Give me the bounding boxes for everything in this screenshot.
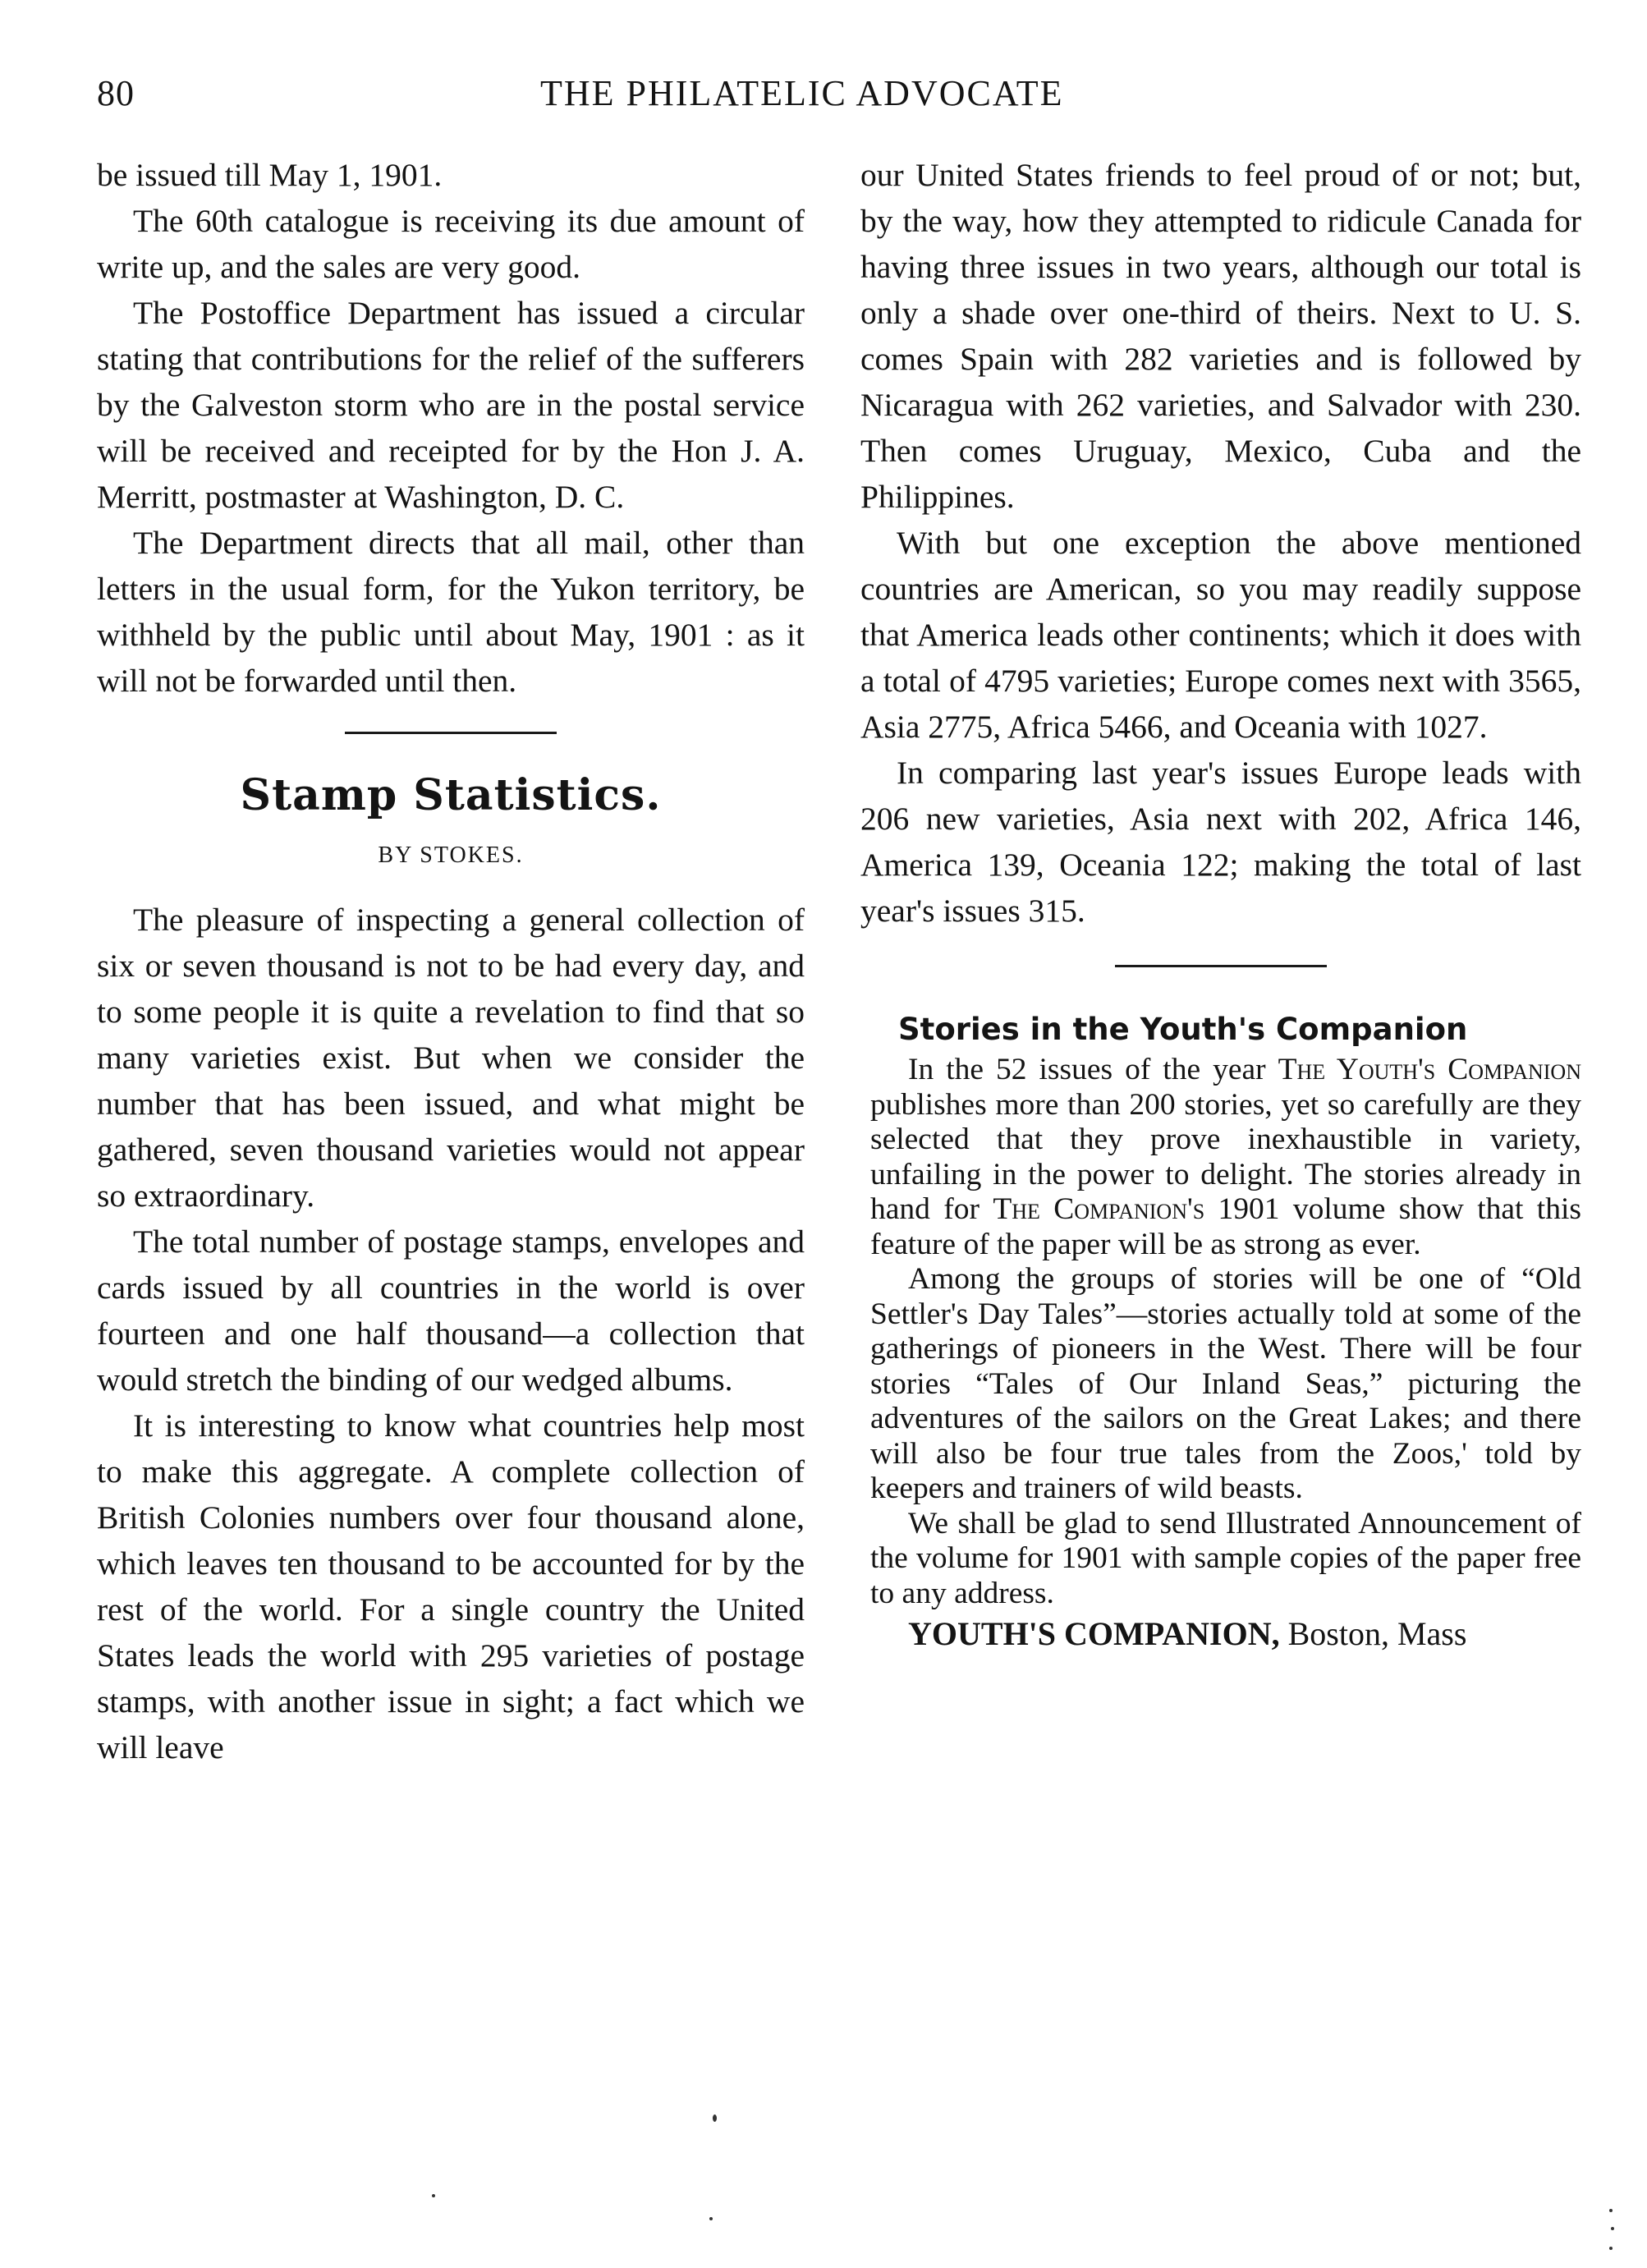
article-continuation-paragraph: our United States friends to feel proud of or not; but, by the way, how they attempted to ridicule Canada for having three issues in two years, although our total is only a shade over one-third of theirs. Next to U. S. comes Spain with 282 varieties and is followed by Nicaragua with 262 varieties, and Salvador with 230. Then comes Uruguay, Mexico, Cuba and the Philippines.	[860, 157, 1581, 515]
article-byline: BY STOKES.	[378, 842, 524, 868]
article-paragraph: In comparing last year's issues Europe leads with 206 new varieties, Asia next with 202, Africa 146, America 139, Oceania 122; making the total of last year's issues 315.	[860, 755, 1581, 929]
publication-name: The Companion's	[993, 1192, 1205, 1226]
catalogue-paragraph: The 60th catalogue is receiving its due amount of write up, and the sales are very good.	[97, 203, 805, 285]
section-divider	[1115, 965, 1327, 967]
print-speck	[1611, 2227, 1614, 2230]
article-paragraph: It is interesting to know what countries help most to make this aggregate. A complete collection of British Colonies numbers over four thousand alone, which leaves ten thousand to be accounted for by the rest of the world. For a single country the United States leads the world with 295 varieties of postage stamps, with another issue in sight; a fact which we will leave	[97, 1407, 805, 1765]
article-paragraph: With but one exception the above mentioned countries are American, so you may readily suppose that America leads other continents; which it does with a total of 4795 varieties; Europe comes next with 3565, Asia 2775, Africa 5466, and Oceania with 1027.	[860, 525, 1581, 745]
publication-name: The Youth's Companion	[1278, 1053, 1581, 1086]
section-divider	[345, 732, 557, 734]
right-column	[860, 152, 1581, 1655]
print-speck	[1609, 2247, 1613, 2250]
page-number: 80	[97, 73, 135, 113]
publisher-location: Boston, Mass	[1279, 1615, 1467, 1652]
print-speck	[1609, 2209, 1613, 2212]
running-head: THE PHILATELIC ADVOCATE	[540, 73, 1064, 113]
article-paragraph: The pleasure of inspecting a general collection of six or seven thousand is not to be had every day, and to some people it is quite a revelation to find that so many varieties exist. But when we consider the number that has been issued, and what might be gathered, seven thousand varieties would not appear so extraordinary.	[97, 902, 805, 1214]
print-speck	[713, 2114, 717, 2122]
print-speck	[432, 2194, 435, 2197]
print-speck	[709, 2217, 713, 2220]
advertisement-paragraph: We shall be glad to send Illustrated Announcement of the volume for 1901 with sample copies of the paper free to any address.	[870, 1506, 1581, 1610]
page-header	[97, 72, 1140, 122]
galveston-paragraph: The Postoffice Department has issued a circular stating that contributions for the relief of the sufferers by the Galveston storm who are in the postal service will be received and receipted for by the Hon J. A. Merritt, postmaster at Washington, D. C.	[97, 295, 805, 515]
ad-text: publishes more than 200 stories, yet so carefully are they selected that they prove inexhaustible in variety, unfailing in the power to delight. The stories already in hand for	[870, 1087, 1581, 1226]
ad-text: 1901 volume show that this feature of the paper will be as strong as ever.	[870, 1192, 1581, 1261]
article-paragraph: The total number of postage stamps, envelopes and cards issued by all countries in the world is over fourteen and one half thousand—a collection that would stretch the binding of our wedged albums.	[97, 1224, 805, 1398]
left-column	[97, 152, 805, 1770]
advertisement-paragraph	[860, 1053, 1581, 1262]
advertisement-paragraph: Among the groups of stories will be one of “Old Settler's Day Tales”—stories actually told at some of the gatherings of pioneers in the West. There will be four stories “Tales of Our Inland Seas,” picturing the adventures of the sailors on the Great Lakes; and there will also be four true tales from the Zoos,' told by keepers and trainers of wild beasts.	[870, 1262, 1581, 1505]
article-title: Stamp Statistics.	[240, 770, 662, 820]
yukon-paragraph: The Department directs that all mail, other than letters in the usual form, for the Yukon territory, be withheld by the public until about May, 1901 : as it will not be forwarded until then.	[97, 525, 805, 699]
advertisement-signature	[860, 1613, 1581, 1655]
advertisement	[860, 1008, 1581, 1655]
publisher-name: YOUTH'S COMPANION,	[908, 1615, 1280, 1652]
continued-paragraph: be issued till May 1, 1901.	[97, 157, 443, 193]
advertisement-title: Stories in the Youth's Companion	[898, 1012, 1468, 1047]
ad-text: In the 52 issues of the year	[908, 1053, 1278, 1086]
